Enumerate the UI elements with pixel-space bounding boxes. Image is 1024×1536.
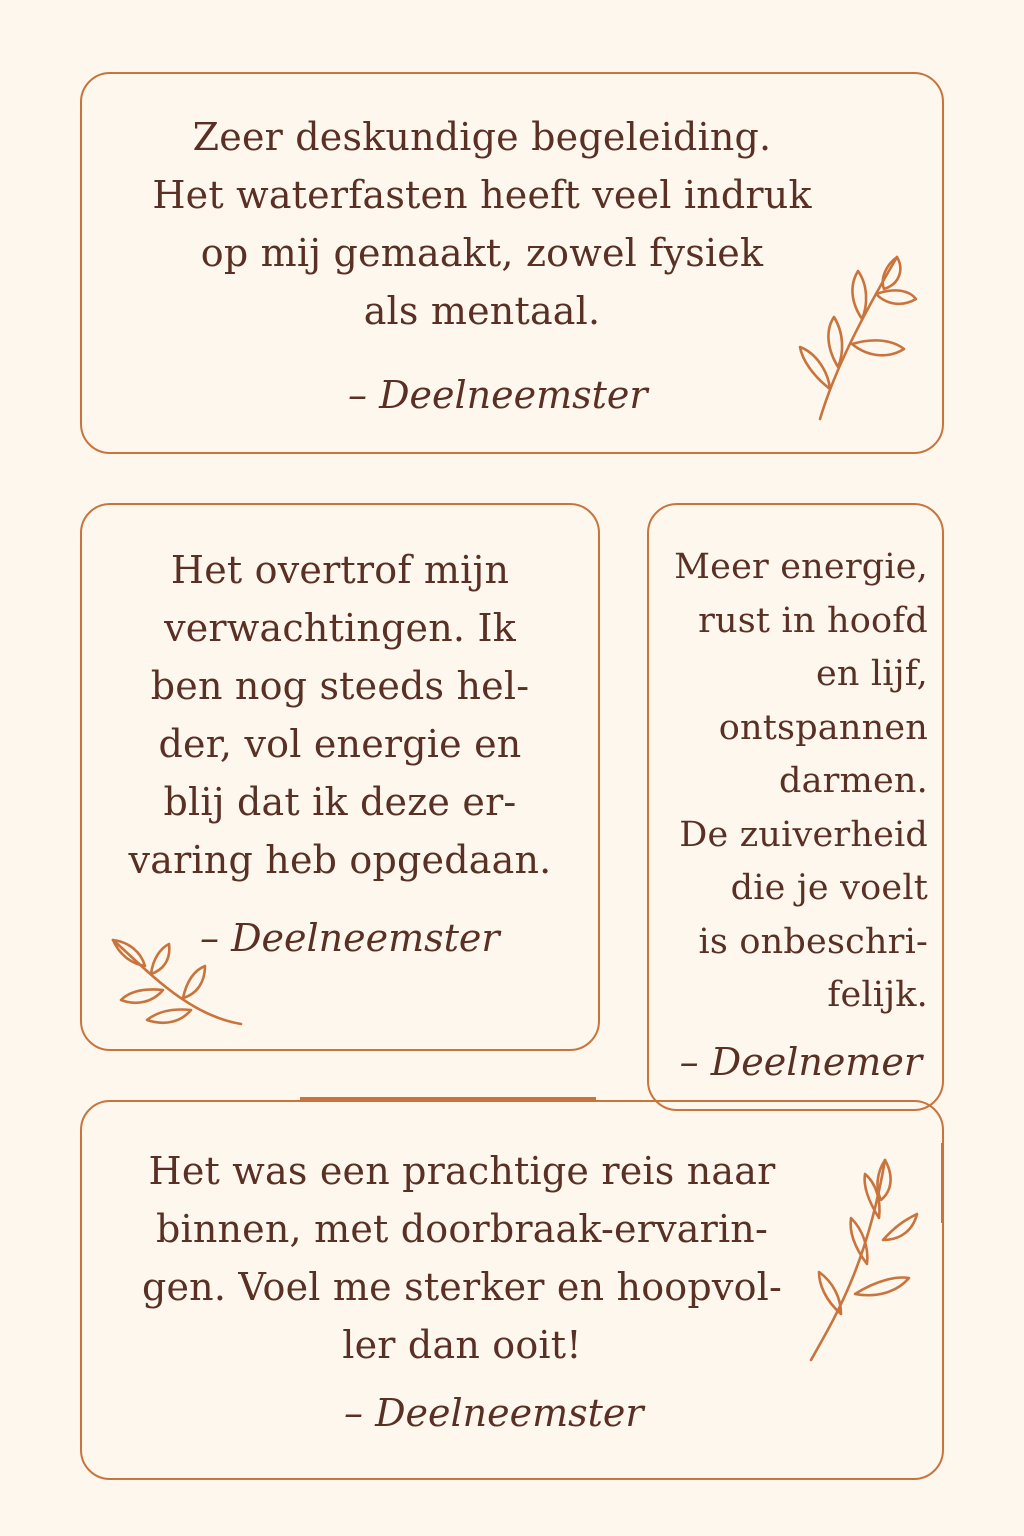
leaf-sprig-icon	[792, 249, 922, 424]
quote-line: De zuiverheid	[679, 814, 928, 855]
testimonial-quote	[122, 108, 842, 340]
testimonial-quote	[100, 541, 580, 889]
quote-line: op mij gemaakt, zowel fysiek	[200, 231, 764, 275]
testimonial-card-1	[80, 72, 944, 454]
quote-line: gen. Voel me sterker en hoopvol-	[141, 1265, 783, 1309]
quote-line: Meer energie,	[674, 547, 928, 587]
testimonial-author: – Deelneemster	[348, 373, 648, 417]
quote-line: verwachtingen. Ik	[164, 606, 516, 650]
quote-line: en lijf,	[815, 654, 928, 694]
quote-line: blij dat ik deze er-	[163, 780, 517, 824]
testimonial-quote	[657, 541, 928, 1023]
quote-line: rust in hoofd	[698, 600, 928, 641]
leaf-sprig-icon	[107, 930, 247, 1030]
quote-line: Het was een prachtige reis naar	[148, 1149, 776, 1193]
testimonial-card-3	[647, 503, 944, 1111]
quote-line: als mentaal.	[363, 289, 601, 333]
quote-line: felijk.	[827, 975, 928, 1015]
quote-line: die je voelt	[730, 868, 928, 908]
quote-line: ben nog steeds hel-	[150, 664, 530, 708]
quote-line: Zeer deskundige begeleiding.	[192, 115, 772, 159]
quote-line: ler dan ooit!	[342, 1323, 582, 1367]
quote-line: darmen.	[779, 761, 928, 801]
testimonial-author: – Deelneemster	[200, 916, 500, 960]
quote-line: binnen, met doorbraak-ervarin-	[155, 1207, 769, 1251]
testimonial-card-2	[80, 503, 600, 1051]
quote-line: is onbeschri-	[698, 921, 928, 962]
testimonial-quote	[102, 1142, 822, 1374]
quote-line: Het waterfasten heeft veel indruk	[152, 173, 812, 217]
testimonial-author: – Deelnemer	[679, 1040, 922, 1084]
testimonial-card-4	[80, 1100, 944, 1480]
leaf-sprig-icon	[797, 1154, 927, 1364]
quote-line: ontspannen	[718, 707, 928, 748]
quote-line: Het overtrof mijn	[170, 548, 510, 592]
quote-line: der, vol energie en	[158, 722, 522, 766]
quote-line: varing heb opgedaan.	[128, 838, 552, 882]
testimonial-author: – Deelneemster	[344, 1391, 644, 1435]
